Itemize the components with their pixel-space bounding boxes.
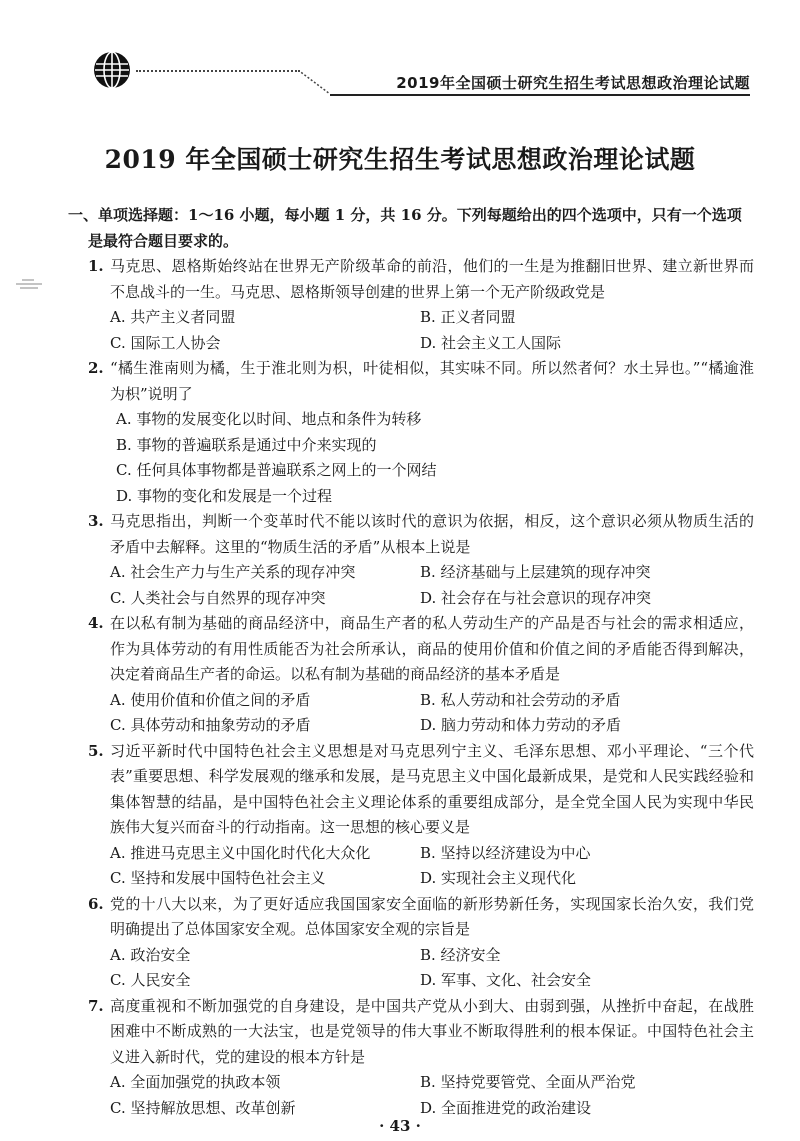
question-number: 6.: [88, 894, 104, 913]
question-stem: 党的十八大以来，为了更好适应我国国家安全面临的新形势新任务，实现国家长治久安，我们党明确提出了总体国家安全观。总体国家安全观的宗旨是: [110, 894, 754, 938]
option-d: D. 社会存在与社会意识的现存冲突: [420, 588, 652, 607]
question-5-options: [88, 841, 754, 892]
question-1-options: [88, 305, 754, 356]
question-number: 4.: [88, 614, 104, 632]
question-3: [88, 509, 754, 560]
option-d: D. 脑力劳动和体力劳动的矛盾: [420, 716, 622, 734]
option-a: A. 使用价值和价值之间的矛盾: [110, 690, 311, 709]
option-b: B. 坚持以经济建设为中心: [420, 843, 591, 862]
option-b: B. 事物的普遍联系是通过中介来实现的: [116, 435, 377, 454]
option-a: A. 推进马克思主义中国化时代化大众化: [110, 843, 371, 862]
question-number: 2.: [88, 359, 104, 377]
option-c: C. 人民安全: [110, 971, 191, 989]
option-c: C. 坚持解放思想、改革创新: [110, 1098, 296, 1117]
page-title: 2019 年全国硕士研究生招生考试思想政治理论试题: [104, 145, 696, 174]
question-1: [88, 254, 754, 305]
question-number: 3.: [88, 512, 104, 530]
globe-logo-icon: [92, 50, 132, 90]
question-stem: 马克思指出，判断一个变革时代不能以该时代的意识为依据，相反，这个意识必须从物质生活的矛盾中去解释。这里的“物质生活的矛盾”从根本上说是: [110, 512, 754, 556]
question-2-options: [88, 407, 754, 509]
question-stem: 在以私有制为基础的商品经济中，商品生产者的私人劳动生产的产品是否与社会的需求相适应，作为具体劳动的有用性质能否为社会所承认，商品的使用价值和价值之间的矛盾能否得到解决，决定着商品生产者的命运。以私有制为基础的商品经济的基本矛盾是: [110, 614, 754, 683]
header-rule: [330, 94, 750, 96]
question-number: 5.: [88, 741, 104, 760]
question-4: [88, 611, 754, 688]
option-d: D. 全面推进党的政治建设: [420, 1098, 592, 1117]
question-3-options: [88, 560, 754, 611]
option-d: D. 实现社会主义现代化: [420, 869, 577, 887]
option-b: B. 正义者同盟: [420, 308, 516, 326]
header-dotted-rule: [136, 70, 300, 72]
question-number: 7.: [88, 996, 104, 1015]
question-stem: 马克思、恩格斯始终站在世界无产阶级革命的前沿，他们的一生是为推翻旧世界、建立新世界而不息战斗的一生。马克思、恩格斯领导创建的世界上第一个无产阶级政党是: [110, 257, 754, 301]
header-slant-rule: [298, 70, 332, 96]
option-a: A. 共产主义者同盟: [110, 308, 236, 326]
question-stem: 习近平新时代中国特色社会主义思想是对马克思列宁主义、毛泽东思想、邓小平理论、“三个代表”重要思想、科学发展观的继承和发展，是马克思主义中国化最新成果，是党和人民实践经验和集体智慧的结晶，是中国特色社会主义理论体系的重要组成部分，是全党全国人民为实现中华民族伟大复兴而奋斗的行动指南。这一思想的核心要义是: [110, 741, 754, 836]
question-2: [88, 356, 754, 407]
question-5: [88, 739, 754, 841]
running-title: 2019年全国硕士研究生招生考试思想政治理论试题: [396, 74, 750, 92]
section-heading-text: 一、单项选择题：1～16 小题，每小题 1 分，共 16 分。下列每题给出的四个选项中，只有一个选项是最符合题目要求的。: [68, 206, 742, 250]
option-a: A. 社会生产力与生产关系的现存冲突: [110, 563, 356, 581]
question-number: 1.: [88, 257, 104, 275]
page-number: · 43 ·: [379, 1117, 421, 1135]
option-c: C. 任何具体事物都是普遍联系之网上的一个网结: [116, 461, 437, 479]
option-b: B. 私人劳动和社会劳动的矛盾: [420, 690, 621, 709]
option-b: B. 经济安全: [420, 945, 501, 964]
option-c: C. 坚持和发展中国特色社会主义: [110, 869, 326, 887]
option-b: B. 坚持党要管党、全面从严治党: [420, 1073, 636, 1091]
question-6-options: [88, 943, 754, 994]
option-c: C. 国际工人协会: [110, 333, 221, 352]
option-d: D. 社会主义工人国际: [420, 333, 562, 352]
question-stem: 高度重视和不断加强党的自身建设，是中国共产党从小到大、由弱到强，从挫折中奋起，在战胜困难中不断成熟的一大法宝，也是党领导的伟大事业不断取得胜利的根本保证。中国特色社会主义进入新时代，党的建设的根本方针是: [110, 996, 754, 1066]
question-stem: “橘生淮南则为橘，生于淮北则为枳，叶徒相似，其实味不同。所以然者何？水土异也。”“橘逾淮为枳”说明了: [110, 359, 754, 403]
question-7: [88, 994, 754, 1071]
option-b: B. 经济基础与上层建筑的现存冲突: [420, 563, 651, 581]
exam-content: [68, 203, 754, 1121]
margin-scribble-mark: [14, 276, 44, 292]
option-a: A. 事物的发展变化以时间、地点和条件为转移: [116, 410, 422, 428]
question-4-options: [88, 688, 754, 739]
option-a: A. 政治安全: [110, 945, 191, 964]
running-header: [0, 0, 800, 110]
option-a: A. 全面加强党的执政本领: [110, 1073, 281, 1091]
option-d: D. 军事、文化、社会安全: [420, 971, 592, 989]
section-heading: [68, 203, 754, 254]
option-c: C. 人类社会与自然界的现存冲突: [110, 588, 326, 607]
option-d: D. 事物的变化和发展是一个过程: [116, 486, 333, 505]
option-c: C. 具体劳动和抽象劳动的矛盾: [110, 716, 311, 734]
question-6: [88, 892, 754, 943]
question-7-options: [88, 1070, 754, 1121]
